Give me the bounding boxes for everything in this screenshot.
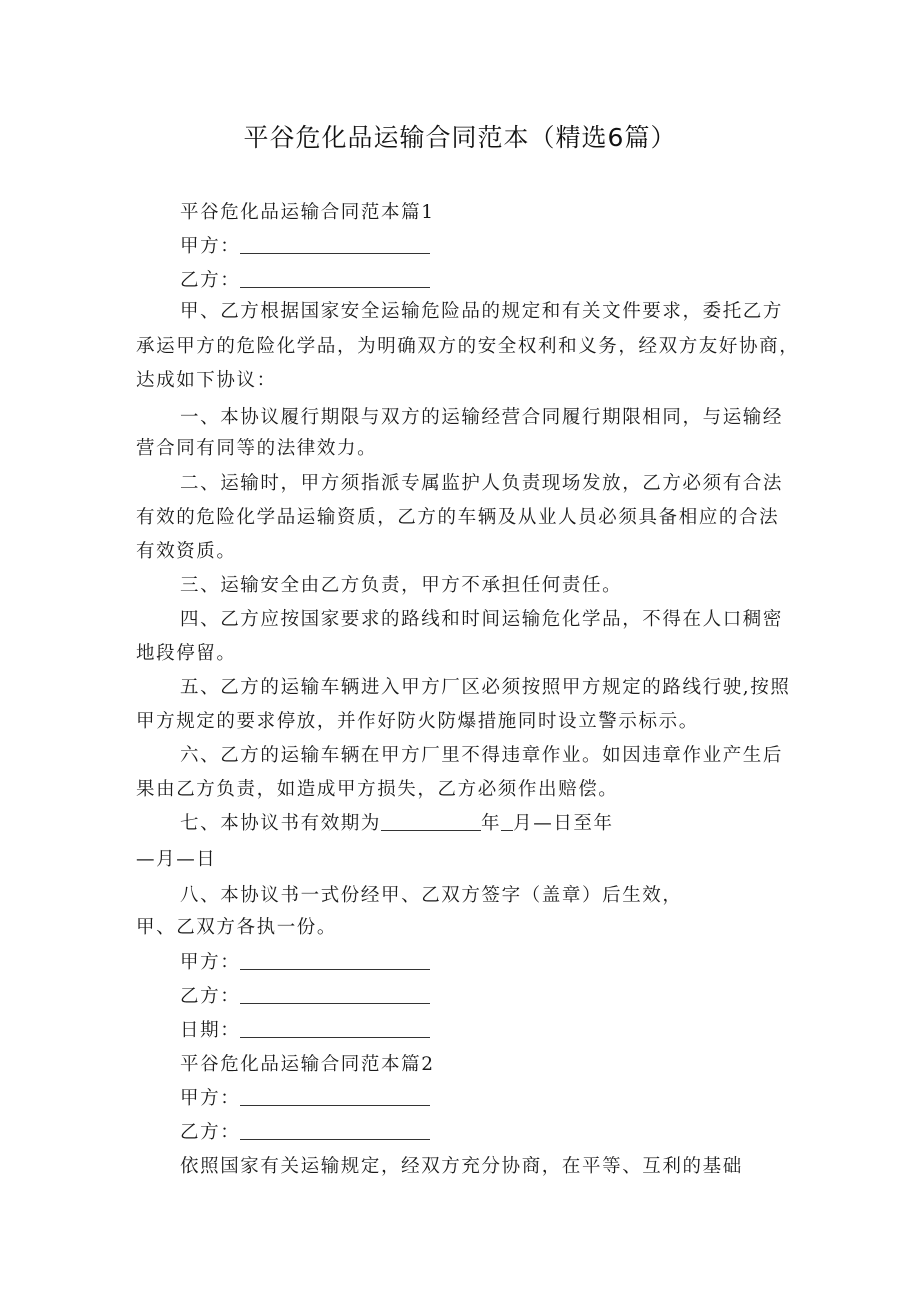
- intro-line: 依照国家有关运输规定，经双方充分协商，在平等、互利的基础: [180, 1156, 743, 1177]
- clause-4-cont: 地段停留。: [136, 643, 237, 664]
- clause-2-cont: 有效的危险化学品运输资质，乙方的车辆及从业人员必须具备相应的合法: [136, 507, 780, 528]
- party-b-blank: [240, 269, 430, 288]
- signature-a-label: 甲方：: [180, 952, 241, 973]
- clause-8: 八、本协议书一式份经甲、乙双方签字（盖章）后生效，: [180, 885, 683, 906]
- section-heading-1: 平谷危化品运输合同范本篇1: [180, 202, 435, 223]
- party-b-label: 乙方：: [180, 270, 241, 291]
- clause-7-cont: —月—日: [136, 849, 217, 870]
- clause-5-cont: 甲方规定的要求停放，并作好防火防爆措施同时设立警示标示。: [136, 711, 699, 732]
- section-heading-2: 平谷危化品运输合同范本篇2: [180, 1054, 435, 1075]
- signature-b-label: 乙方：: [180, 986, 241, 1007]
- party-a-line: [180, 232, 840, 258]
- clause-2: 二、运输时，甲方须指派专属监护人负责现场发放，乙方必须有合法: [180, 473, 784, 494]
- signature-date-line: [180, 1016, 840, 1042]
- intro-line: 承运甲方的危险化学品，为明确双方的安全权利和义务，经双方友好协商，: [136, 336, 800, 357]
- clause-3: 三、运输安全由乙方负责，甲方不承担任何责任。: [180, 575, 623, 596]
- signature-b-blank: [240, 985, 430, 1004]
- intro-line: 甲、乙方根据国家安全运输危险品的规定和有关文件要求，委托乙方: [180, 301, 784, 322]
- signature-b-line: [180, 982, 840, 1008]
- clause-6-cont: 果由乙方负责，如造成甲方损失，乙方必须作出赔偿。: [136, 779, 619, 800]
- party-b-line: [180, 1118, 840, 1144]
- party-b-line: [180, 266, 840, 292]
- signature-date-label: 日期：: [180, 1020, 241, 1041]
- party-b-blank: [240, 1121, 430, 1140]
- party-a-line: [180, 1084, 840, 1110]
- party-a-label: 甲方：: [180, 1088, 241, 1109]
- party-b-label: 乙方：: [180, 1122, 241, 1143]
- party-a-label: 甲方：: [180, 236, 241, 257]
- validity-blank: [381, 812, 481, 831]
- clause-2-cont: 有效资质。: [136, 541, 237, 562]
- clause-1-cont: 营合同有同等的法律效力。: [136, 438, 378, 459]
- clause-5: 五、乙方的运输车辆进入甲方厂区必须按照甲方规定的路线行驶,按照: [180, 677, 791, 698]
- clause-7-lead: 七、本协议书有效期为: [180, 813, 382, 834]
- clause-7-year: 年: [481, 813, 502, 834]
- signature-a-line: [180, 948, 840, 974]
- party-a-blank: [240, 1087, 430, 1106]
- clause-7: [180, 809, 840, 835]
- signature-a-blank: [240, 951, 430, 970]
- clause-1: 一、本协议履行期限与双方的运输经营合同履行期限相同，与运输经: [180, 407, 784, 428]
- clause-4: 四、乙方应按国家要求的路线和时间运输危化学品，不得在人口稠密: [180, 609, 784, 630]
- document-title: 平谷危化品运输合同范本（精选6篇）: [243, 123, 677, 152]
- clause-7-tail: 月—日至年: [513, 813, 614, 834]
- clause-8-cont: 甲、乙双方各执一份。: [136, 917, 338, 938]
- month-blank: [501, 812, 513, 831]
- signature-date-blank: [240, 1019, 430, 1038]
- party-a-blank: [240, 235, 430, 254]
- clause-6: 六、乙方的运输车辆在甲方厂里不得违章作业。如因违章作业产生后: [180, 745, 784, 766]
- intro-line: 达成如下协议：: [136, 370, 277, 391]
